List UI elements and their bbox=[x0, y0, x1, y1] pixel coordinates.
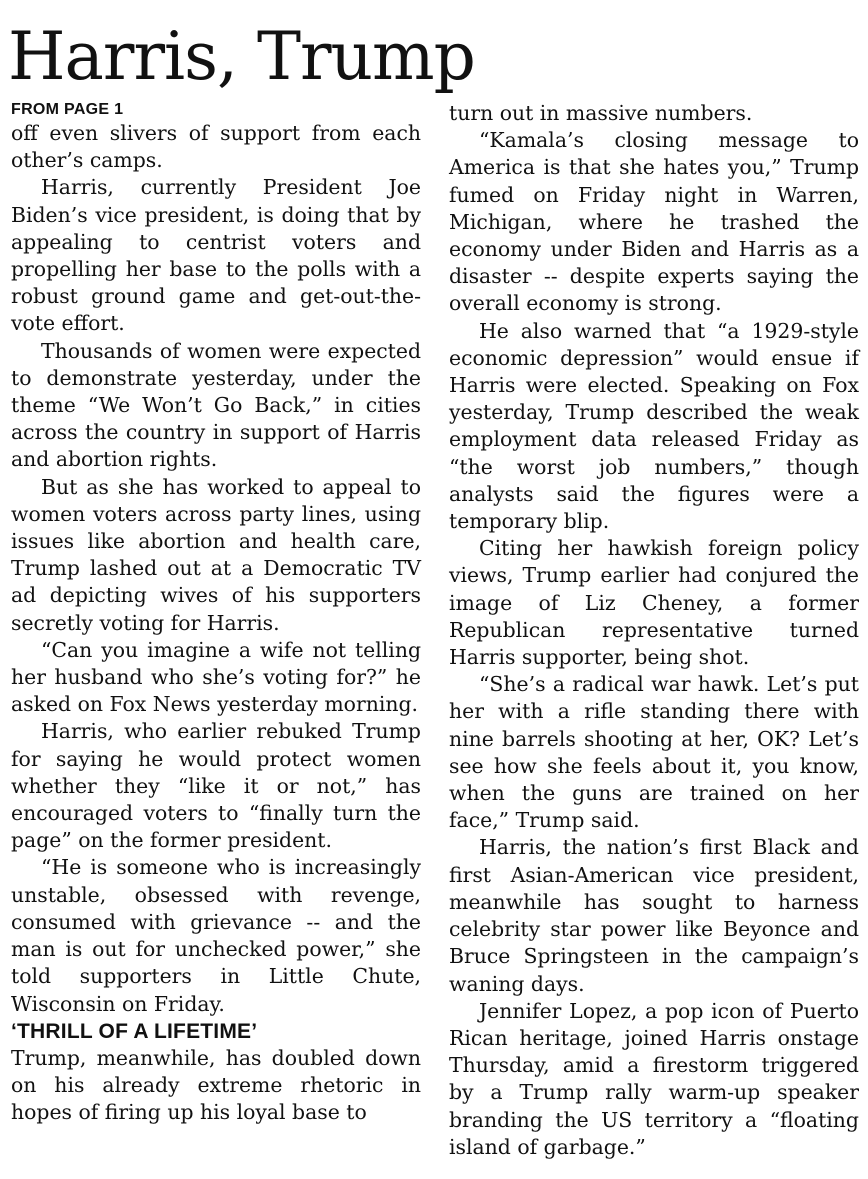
paragraph: Harris, currently President Joe Biden’s vice president, is doing that by appealing to centrist voters and propelling her base to the polls with a robust ground game and get-out-the-vote effort. bbox=[11, 175, 421, 336]
continued-from-label: FROM PAGE 1 bbox=[11, 101, 124, 118]
paragraph: “Kamala’s closing message to America is that she hates you,” Trump fumed on Friday night in Warren, Michigan, where he trashed the economy under Biden and Harris as a disaster -- despite experts saying the overall economy is strong. bbox=[449, 128, 859, 316]
paragraph: But as she has worked to appeal to women voters across party lines, using issues like abortion and health care, Trump lashed out at a Democratic TV ad depicting wives of his supporters secretly voting for Harris. bbox=[11, 474, 421, 635]
paragraph: turn out in massive numbers. bbox=[449, 101, 753, 125]
paragraph: Thousands of women were expected to demonstrate yesterday, under the theme “We Won’t Go Back,” in cities across the country in support of Harris and abortion rights. bbox=[11, 338, 421, 472]
paragraph: “Can you imagine a wife not telling her husband who she’s voting for?” he asked on Fox News yesterday morning. bbox=[11, 637, 421, 717]
article-column-right bbox=[449, 100, 859, 1161]
paragraph: Trump, meanwhile, has doubled down on his already extreme rhetoric in hopes of firing up his loyal base to bbox=[11, 1045, 421, 1125]
paragraph: Harris, the nation’s first Black and first Asian-American vice president, meanwhile has sought to harness celebrity star power like Beyonce and Bruce Springsteen in the campaign’s waning days. bbox=[449, 835, 859, 996]
paragraph: Harris, who earlier rebuked Trump for saying he would protect women whether they “like it or not,” has encouraged voters to “finally turn the page” on the former president. bbox=[11, 719, 421, 853]
headline: Harris, Trump bbox=[8, 18, 475, 95]
article-column-left bbox=[11, 100, 421, 1127]
crosshead: ‘THRILL OF A LIFETIME’ bbox=[11, 1019, 258, 1043]
paragraph: off even slivers of support from each other’s camps. bbox=[11, 121, 421, 173]
paragraph: “He is someone who is increasingly unstable, obsessed with revenge, consumed with grievance -- and the man is out for unchecked power,” she told supporters in Little Chute, Wisconsin on Friday. bbox=[11, 855, 421, 1016]
paragraph: Jennifer Lopez, a pop icon of Puerto Rican heritage, joined Harris onstage Thursday, amid a firestorm triggered by a Trump rally warm-up speaker branding the US territory a “floating island of garbage.” bbox=[449, 998, 859, 1159]
paragraph: “She’s a radical war hawk. Let’s put her with a rifle standing there with nine barrels shooting at her, OK? Let’s see how she feels about it, you know, when the guns are trained on her face,” Trump said. bbox=[449, 672, 859, 833]
paragraph: He also warned that “a 1929-style economic depression” would ensue if Harris were elected. Speaking on Fox yesterday, Trump described the weak employment data released Friday as “the worst job numbers,” though analysts said the figures were a temporary blip. bbox=[449, 318, 859, 534]
paragraph: Citing her hawkish foreign policy views, Trump earlier had conjured the image of Liz Cheney, a former Republican representative turned Harris supporter, being shot. bbox=[449, 536, 859, 670]
